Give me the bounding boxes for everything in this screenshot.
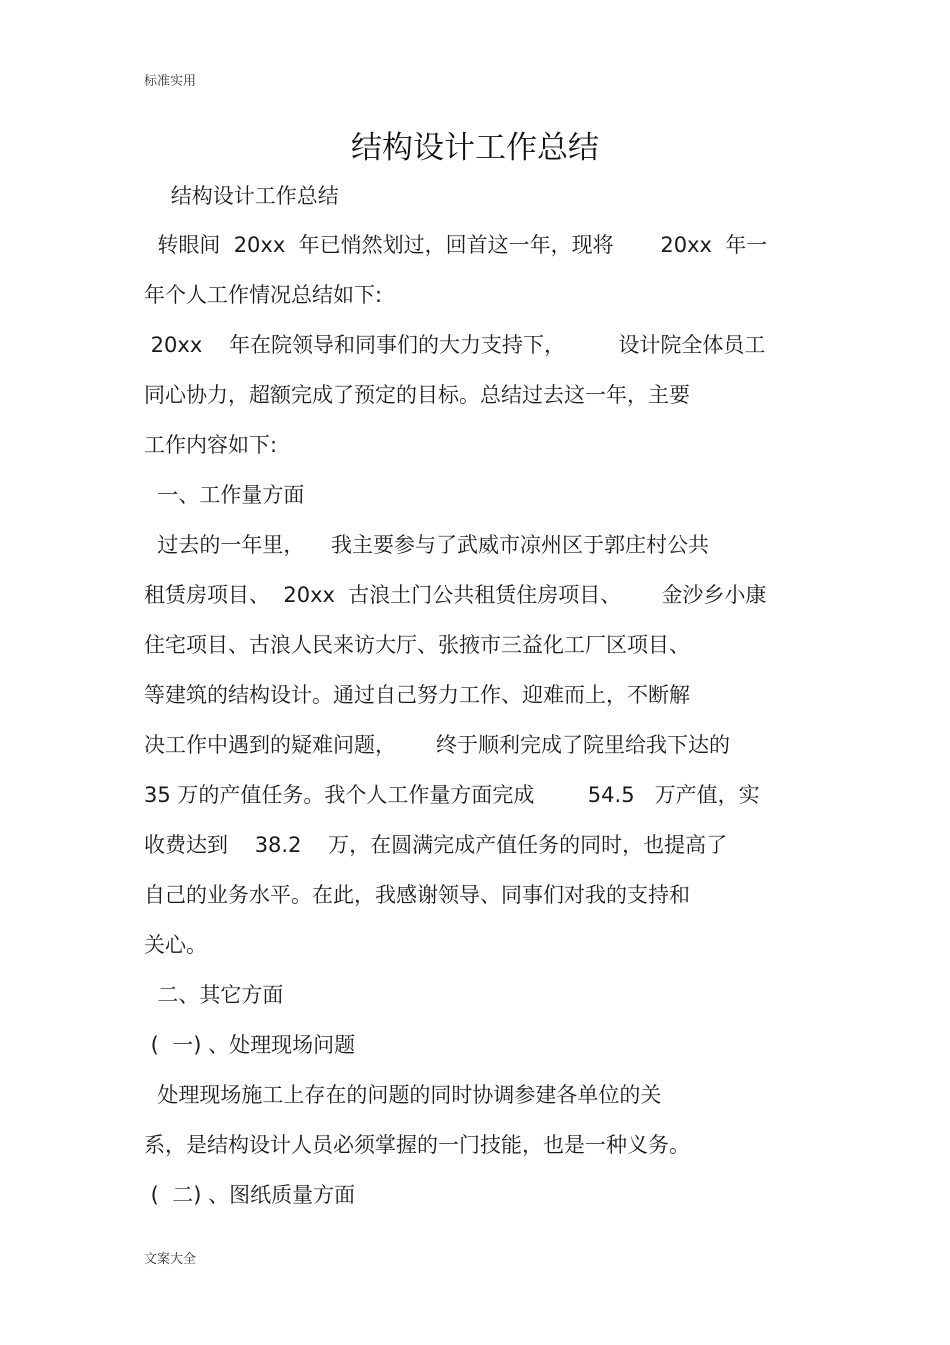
section-heading: 二、其它方面 — [144, 983, 284, 1007]
body-line: 35 万的产值任务。我个人工作量方面完成 54.5 万产值，实 — [144, 783, 760, 807]
body-line: 处理现场施工上存在的问题的同时协调参建各单位的关 — [144, 1083, 662, 1107]
body-line: 自己的业务水平。在此，我感谢领导、同事们对我的支持和 — [144, 883, 690, 907]
body-line: 关心。 — [144, 933, 207, 957]
section-heading: 一、工作量方面 — [144, 483, 305, 507]
page-header: 标准实用 — [144, 74, 197, 89]
body-line: 收费达到 38.2 万，在圆满完成产值任务的同时，也提高了 — [144, 833, 728, 857]
page-footer: 文案大全 — [144, 1252, 197, 1267]
body-line: 年个人工作情况总结如下: — [144, 283, 383, 307]
body-line: 系，是结构设计人员必须掌握的一门技能，也是一种义务。 — [144, 1133, 690, 1157]
body-line: 决工作中遇到的疑难问题， 终于顺利完成了院里给我下达的 — [144, 733, 731, 757]
body-line: 住宅项目、古浪人民来访大厅、张掖市三益化工厂区项目、 — [144, 633, 690, 657]
subsection-heading: ( 一) 、处理现场问题 — [144, 1033, 356, 1057]
subsection-heading: ( 二) 、图纸质量方面 — [144, 1183, 356, 1207]
body-line: 转眼间 20xx 年已悄然划过，回首这一年，现将 20xx 年一 — [144, 233, 768, 257]
body-line: 过去的一年里， 我主要参与了武威市凉州区于郭庄村公共 — [144, 533, 710, 557]
body-line: 租赁房项目、 20xx 古浪土门公共租赁住房项目、 金沙乡小康 — [144, 583, 767, 607]
document-title: 结构设计工作总结 — [351, 130, 599, 166]
body-line: 等建筑的结构设计。通过自己努力工作、迎难而上，不断解 — [144, 683, 690, 707]
body-line: 工作内容如下: — [144, 433, 278, 457]
body-line: 20xx 年在院领导和同事们的大力支持下， 设计院全体员工 — [144, 333, 766, 357]
subtitle-line: 结构设计工作总结 — [144, 184, 339, 208]
body-line: 同心协力，超额完成了预定的目标。总结过去这一年，主要 — [144, 383, 690, 407]
